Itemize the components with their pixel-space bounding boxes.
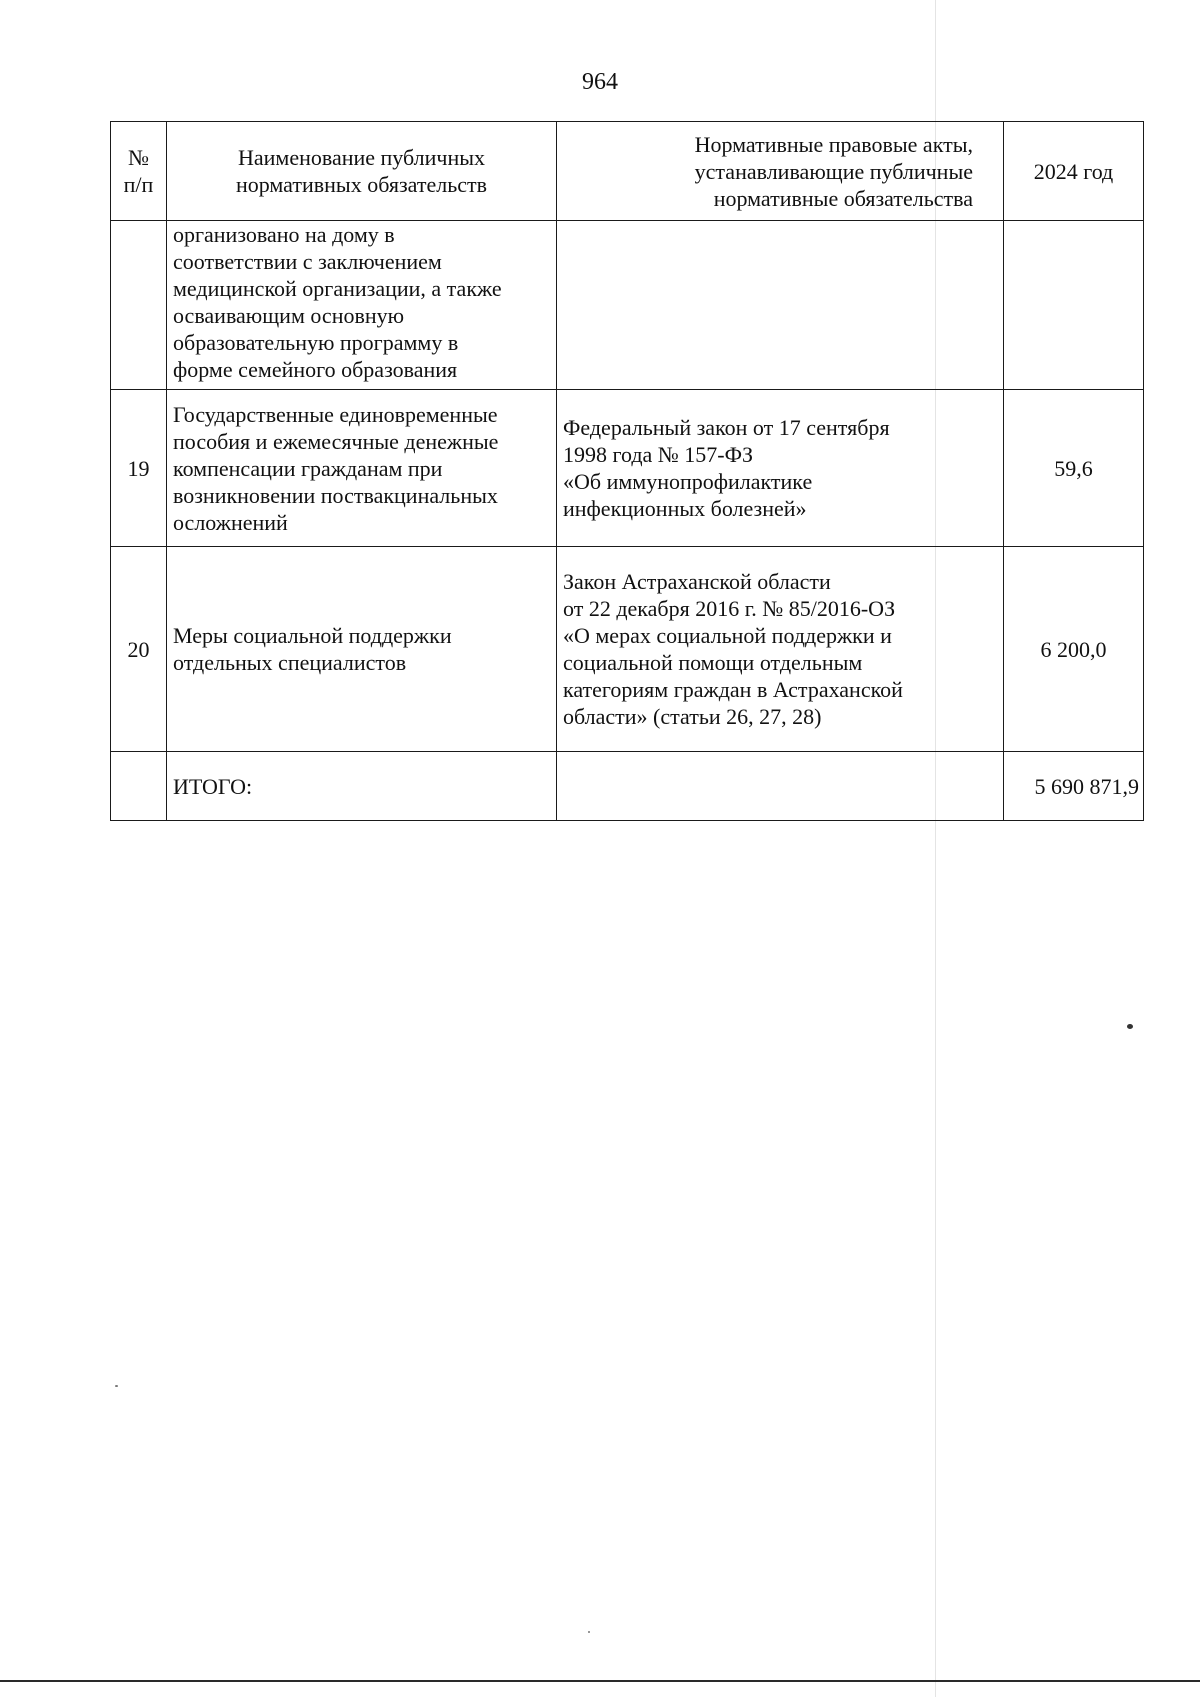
row-number: 19 [111, 390, 167, 547]
total-label: ИТОГО: [167, 752, 557, 821]
amount-2024: 6 200,0 [1004, 547, 1144, 752]
table-row [111, 390, 1144, 547]
total-acts [557, 752, 1004, 821]
obligation-name: организовано на дому в соответствии с заключением медицинской организации, а также осваивающим основную образовательную программу в форме семейного образования [167, 221, 557, 390]
page-number: 964 [582, 69, 618, 95]
table-header-row [111, 122, 1144, 221]
obligations-table [110, 121, 1144, 821]
total-amount: 5 690 871,9 [1004, 752, 1144, 821]
bottom-scan-edge [0, 1680, 1200, 1682]
amount-2024 [1004, 221, 1144, 390]
header-acts: Нормативные правовые акты, устанавливающие публичные нормативные обязательства [557, 122, 1004, 221]
row-number [111, 221, 167, 390]
scan-speck [115, 1385, 118, 1387]
obligation-name: Меры социальной поддержки отдельных специалистов [167, 547, 557, 752]
legal-acts [557, 221, 1004, 390]
total-row [111, 752, 1144, 821]
amount-2024: 59,6 [1004, 390, 1144, 547]
legal-acts: Закон Астраханской области от 22 декабря 2016 г. № 85/2016-ОЗ «О мерах социальной поддержки и социальной помощи отдельным категориям граждан в Астраханской области» (статьи 26, 27, 28) [557, 547, 1004, 752]
total-number [111, 752, 167, 821]
scan-speck [1127, 1024, 1133, 1029]
legal-acts: Федеральный закон от 17 сентября 1998 года № 157-ФЗ «Об иммунопрофилактике инфекционных болезней» [557, 390, 1004, 547]
table-row [111, 221, 1144, 390]
header-num: № п/п [111, 122, 167, 221]
row-number: 20 [111, 547, 167, 752]
obligation-name: Государственные единовременные пособия и ежемесячные денежные компенсации гражданам при возникновении поствакцинальных осложнений [167, 390, 557, 547]
scan-speck [588, 1631, 590, 1633]
header-name: Наименование публичных нормативных обязательств [167, 122, 557, 221]
table-row [111, 547, 1144, 752]
header-year: 2024 год [1004, 122, 1144, 221]
